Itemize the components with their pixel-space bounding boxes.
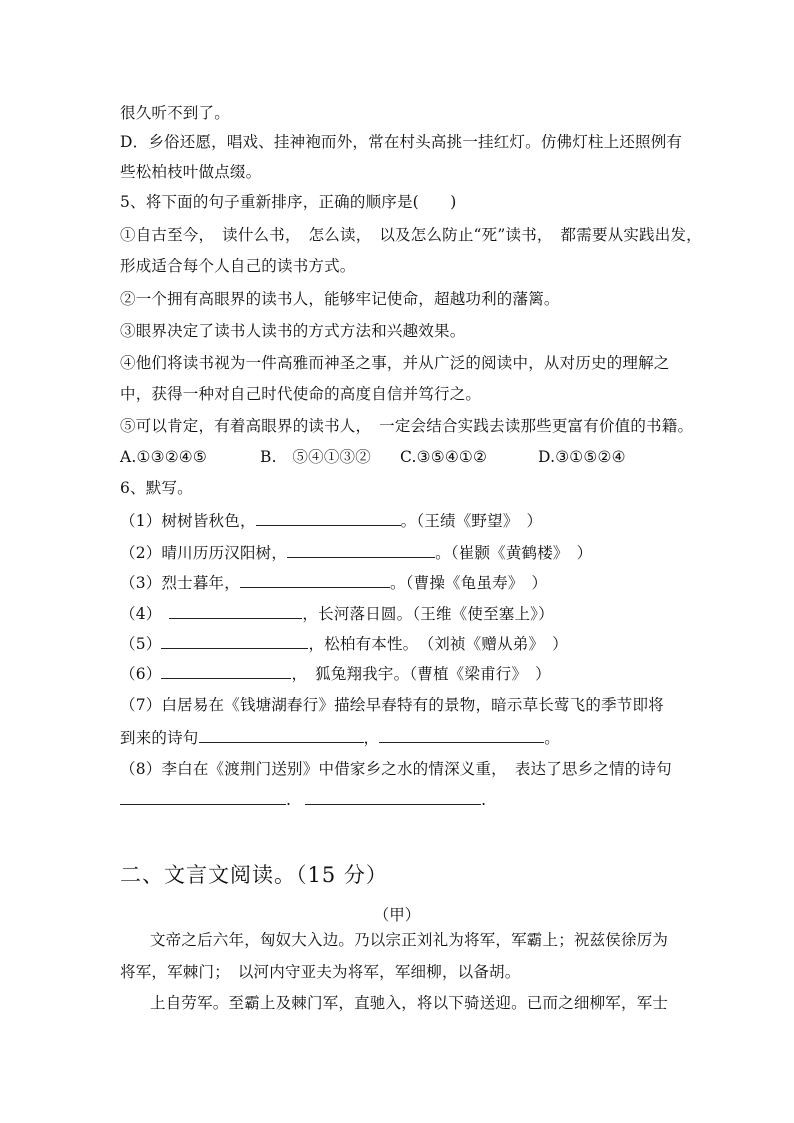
question-6: 6、默写。 <box>120 479 193 497</box>
dictation-1 <box>120 509 684 532</box>
terminator: . <box>481 791 487 809</box>
dictation-8: （8）李白在《渡荆门送别》中借家乡之水的情深义重， 表达了思乡之情的诗句 <box>120 760 672 778</box>
answer-blank[interactable] <box>161 632 308 649</box>
dictation-text: （1）树树皆秋色， <box>120 512 256 530</box>
dictation-8-cont <box>120 788 684 811</box>
dictation-4 <box>120 602 684 625</box>
dictation-6 <box>120 662 684 685</box>
dictation-text: （6） <box>120 665 162 683</box>
text-line: 很久听不到了。 <box>120 104 230 122</box>
dictation-text: （5） <box>120 635 162 653</box>
dictation-source: 。（崔颢《黄鹤楼》 ） <box>435 544 593 562</box>
dictation-2 <box>120 541 684 564</box>
dictation-text: 到来的诗句 <box>120 729 199 747</box>
section-title: 二、文言文阅读。（15 分） <box>120 863 388 887</box>
dictation-5 <box>120 632 684 655</box>
terminator: 。 <box>544 729 560 747</box>
sentence-5: ⑤可以肯定，有着高眼界的读书人， 一定会结合实践去读那些更富有价值的书籍。 <box>120 417 694 435</box>
sentence-4-cont: 中，获得一种对自己时代使命的高度自信并笃行之。 <box>120 385 482 403</box>
dictation-text: （3）烈士暮年， <box>120 574 240 592</box>
passage-paragraph: 文帝之后六年，匈奴大入边。乃以宗正刘礼为将军，军霸上；祝兹侯徐厉为 <box>150 931 669 949</box>
answer-blank[interactable] <box>169 602 302 619</box>
dictation-text: （2）晴川历历汉阳树， <box>120 544 288 562</box>
option-a: A.①③②④⑤ <box>120 448 207 466</box>
sentence-2: ②一个拥有高眼界的读书人，能够牢记使命，超越功利的藩篱。 <box>120 290 560 308</box>
answer-blank[interactable] <box>120 788 286 805</box>
answer-blank[interactable] <box>240 571 390 588</box>
dictation-source: ，松柏有本性。 （刘祯《赠从弟》 ） <box>308 635 568 653</box>
question-5: 5、将下面的句子重新排序，正确的顺序是( ) <box>120 193 457 211</box>
passage-paragraph: 上自劳军。至霸上及棘门军，直驰入，将以下骑送迎。已而之细柳军，军士 <box>150 994 669 1012</box>
dictation-3 <box>120 571 684 594</box>
option-d: D.③①⑤②④ <box>538 448 626 466</box>
options-row <box>120 446 684 468</box>
separator: . <box>286 791 292 809</box>
dictation-source: ， 狐兔翔我宇。（曹植《梁甫行》 ） <box>291 665 551 683</box>
dictation-7-cont <box>120 726 684 749</box>
dictation-source: ，长河落日圆。（王维《使至塞上》） <box>302 605 554 623</box>
sentence-1-cont: 形成适合每个人自己的读书方式。 <box>120 257 356 275</box>
answer-blank[interactable] <box>305 788 481 805</box>
answer-blank[interactable] <box>199 726 364 743</box>
sentence-1: ①自古至今， 读什么书， 怎么读， 以及怎么防止“死”读书， 都需要从实践出发， <box>120 226 702 244</box>
option-c: C.③⑤④①② <box>400 448 488 466</box>
answer-blank[interactable] <box>379 726 544 743</box>
text-line: 些松柏枝叶做点缀。 <box>120 163 262 181</box>
option-b: B. ⑤④①③② <box>260 448 371 466</box>
text-line: D．乡俗还愿，唱戏、挂神袍而外，常在村头高挑一挂红灯。仿佛灯柱上还照例有 <box>120 133 683 151</box>
answer-blank[interactable] <box>287 541 435 558</box>
dictation-text: （4） <box>120 605 170 623</box>
answer-blank[interactable] <box>256 509 401 526</box>
separator: ， <box>363 729 380 747</box>
sentence-3: ③眼界决定了读书人读书的方式方法和兴趣效果。 <box>120 322 466 340</box>
answer-blank[interactable] <box>161 662 291 679</box>
passage-paragraph-cont: 将军，军棘门； 以河内守亚夫为将军，军细柳，以备胡。 <box>120 963 521 981</box>
dictation-source: 。（曹操《龟虽寿》 ） <box>389 574 548 592</box>
passage-label: （甲） <box>373 906 421 924</box>
dictation-source: 。（王绩《野望》 ） <box>400 512 543 530</box>
dictation-7: （7）白居易在《钱塘湖春行》描绘早春特有的景物，暗示草长莺飞的季节即将 <box>120 696 664 714</box>
sentence-4: ④他们将读书视为一件高雅而神圣之事，并从广泛的阅读中，从对历史的理解之 <box>120 354 670 372</box>
